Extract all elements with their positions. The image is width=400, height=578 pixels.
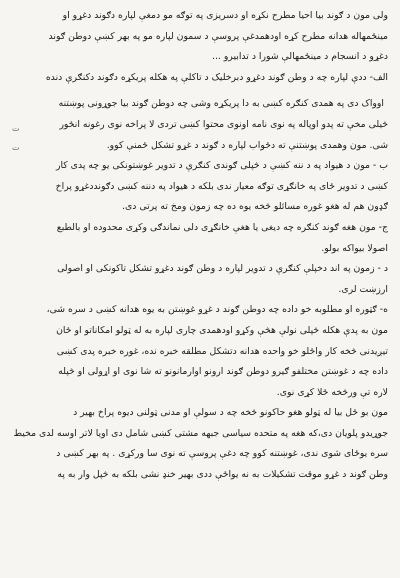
text-line-18: تیږیدنی څخه کار واځلو خو واحده هدانه دتشکل مطلقه خبره نده، غوره خبره پدی کښی: [56, 345, 388, 357]
text-line-21: مون بو ځل بیا له ټولو هغو حاکونو څخه چه د سولې او مدنی ټولنی دیوه پراخ بهیر د: [73, 407, 388, 419]
text-line-6: اوواک دی په همدی کنګره کښی به دا پریکړه وشی چه دوطن ګوند بیا جوړونی پوښتنه: [58, 98, 384, 110]
margin-mark: ت: [12, 124, 20, 133]
text-line-10: کښی د تدویر ځای په خانګړی توګه معیار ندی بلکه د هیواد په دننه کښی دګونددغړو پراخ: [55, 180, 388, 192]
text-line-1: ولی مون د ګوند بیا احیا مطرح نکړه او دسریزی په توګه مو دمغې لپاره دګوند دغړو او: [62, 10, 388, 21]
text-line-7: څیلی مخې ته پدو اوپاله په نوی نامه اونوی محتوا کښی تردی لا پراخه نوی رغونه انځور: [59, 118, 388, 130]
text-line-3: دغړو د انسجام د مینځمهالې شورا د تدابیرو ...: [212, 51, 388, 63]
text-line-16: ه- ګټوره او مطلوبه خو داده چه دوطن ګوند د غړو غوښتن به یوه هدانه کښی د سره شی،: [46, 304, 388, 316]
text-line-14: د - زمون په اند دخپلې کنګرې د تدویر لپاره د وطن ګوند دغړو تشکل تاکونکی او اصولی: [57, 263, 388, 275]
text-line-15: ارزښت لری.: [338, 283, 388, 295]
text-line-24: وطن ګوند د غړو موقت تشکیلات به نه یواځې ددی بهیر خنډ نشی بلکه به څپل وار به په: [57, 469, 388, 481]
text-line-11: ګډون هم له هغو غوره مسائلو څخه یوه ده چه زمون ومخ ته پرتی دی.: [122, 201, 388, 213]
text-line-17: مون به پدې هکله څپلی نولې هڅې وکړو اودهمدی چاری لپاره به له ټولو امکاناتو او ځان: [56, 324, 388, 336]
text-line-23: سره یوځای شوی ندی، غوښتنه کوو چه دغې پروسې ته نوی سا ورکړی . په بهر کښی د: [56, 448, 388, 460]
text-line-20: لاره تې ورڅخه ځلا کړی نوی.: [276, 386, 388, 398]
text-line-22: جوړیدو پلویان دی،که هغه په متحده سیاسی جبهه مشتی کښی شامل دی اویا لاتر اوسه لدی مخیط: [13, 427, 388, 439]
text-line-12: ج- مون هغه ګوند کنګره چه دیغی یا هغې خانګړی دلی نماندګی وکړی محدوده او بالطبع: [56, 221, 388, 233]
text-line-8: شی. مون وهمدی پوښتنې ته دځواب لپاره د ګوند د غړو تشکل ځمنې کوو.: [106, 139, 388, 151]
text-line-2: مینځمهاله هدانه مطرح کړه اودهمدغې پروسې د سمون لپاره مو په بهر کښې دوطن ګوند: [48, 30, 388, 42]
text-line-13: اصولا بیواکه بولو.: [321, 242, 388, 254]
text-line-4: الف- ددې لپاره چه د وطن ګوند دغړو دبرخلیک د تاکلې په هکله پریکړه دګوند دکنګرې دنده: [45, 71, 388, 83]
text-line-9: ب - مون د هیواد په د ننه کښې د څپلی ګوندی کنګرې د تدویر غوښتونکی یو چه پدی کار: [55, 160, 388, 172]
text-line-19: داده چه د غوښتن مختلفو ګیرو دوطن ګوند ارونو اوارمانونو ته شا نوی او اړولی او څپله: [58, 366, 388, 378]
margin-mark: ت: [12, 143, 20, 152]
